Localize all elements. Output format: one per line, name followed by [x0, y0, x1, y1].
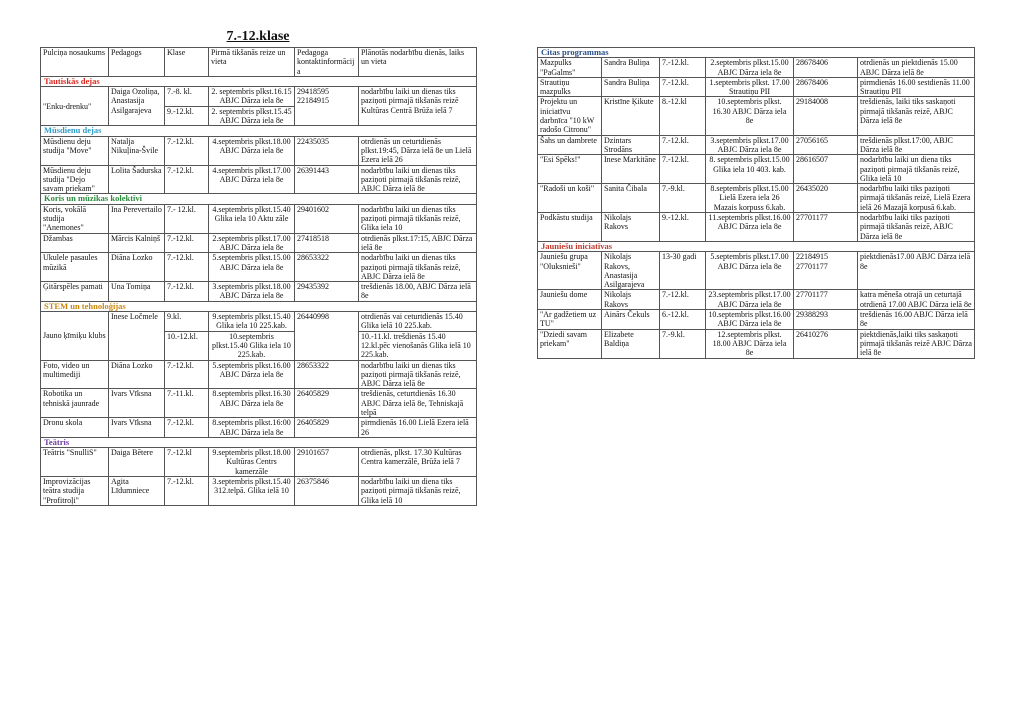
cell-club-name: Koris, vokālā studija "Anemones" [41, 204, 109, 233]
cell-first-meeting: 5.septembris plkst.17.00 ABJC Dārza iela 8e [706, 252, 794, 290]
cell-club-name: Foto, video un multimediji [41, 360, 109, 389]
column-header-club-name: Pulciņa nosaukums [41, 48, 109, 77]
section-title: Citas programmas [538, 48, 975, 58]
cell-teacher: Nikolajs Rakovs [602, 290, 660, 310]
page-title: 7.-12.klase [226, 29, 290, 44]
cell-teacher: Sandra Buliņa [602, 58, 660, 78]
cell-grade: 7.-11.kl. [165, 389, 209, 418]
cell-schedule: otrdienās un ceturtdienās plkst.19:45, Dārza ielā 8e un Lielā Ezera ielā 26 [359, 136, 477, 165]
cell-contact: 28616507 [794, 155, 858, 184]
cell-contact: 26435020 [794, 184, 858, 213]
cell-schedule: pirmdienās 16.00 Lielā Ezera ielā 26 [359, 418, 477, 438]
cell-teacher: Elizabete Baldiņa [602, 329, 660, 358]
cell-first-meeting: 5.septembris plkst.15.00 ABJC Dārza iela 8e [209, 253, 295, 282]
cell-club-name: Jauniešu dome [538, 290, 602, 310]
cell-teacher: Lolita Šadurska [109, 165, 165, 194]
cell-schedule: otrdienās, plkst. 17.30 Kultūras Centra kamerzālē, Brūža ielā 7 [359, 448, 477, 477]
cell-schedule: pirmdienās 16.00 sestdienās 11.00 Strautiņu PII [858, 77, 975, 97]
table-row [41, 312, 477, 332]
cell-teacher: Agita Līdumniece [109, 477, 165, 506]
cell-grade: 7.-12.kl. [165, 477, 209, 506]
cell-grade: 7.-12.kl. [165, 418, 209, 438]
cell-teacher: Natalja Nikuļina-Švile [109, 136, 165, 165]
table-row [538, 155, 975, 184]
cell-grade: 7.-12.kl. [660, 58, 706, 78]
table-row [538, 184, 975, 213]
cell-club-name: "Ar gadžetiem uz TU" [538, 310, 602, 330]
cell-first-meeting: 2.septembris plkst.17.00 ABJC Dārza iela 8e [209, 233, 295, 253]
table-row [538, 58, 975, 78]
cell-first-meeting: 9.septembris plkst.18.00 Kultūras Centrs kamerzāle [209, 448, 295, 477]
cell-club-name: "Enku-drenku" [41, 87, 109, 126]
cell-teacher: Ainārs Čekuls [602, 310, 660, 330]
cell-grade: 7.-12.kl. [660, 290, 706, 310]
section-title: STEM un tehnoloģijas [41, 301, 477, 311]
section-title: Teātris [41, 437, 477, 447]
cell-contact: 26410276 [794, 329, 858, 358]
cell-first-meeting: 10.septembris plkst.15.40 Glika iela 10 225.kab. [209, 331, 295, 360]
cell-first-meeting: 5.septembris plkst.16.00 ABJC Dārza iela 8e [209, 360, 295, 389]
column-header-contact: Pedagoga kontaktinformācija [295, 48, 359, 77]
section-row [41, 301, 477, 311]
cell-teacher: Una Tomiņa [109, 282, 165, 302]
table-row [538, 77, 975, 97]
cell-club-name: Ģitārspēles pamati [41, 282, 109, 302]
cell-first-meeting: 11.septembris plkst.16.00 ABJC Dārza iela 8e [706, 213, 794, 242]
cell-club-name: Projektu un iniciatīvu darbnīca "10 kW radošo Citronu" [538, 97, 602, 135]
cell-grade: 7.-12.kl [165, 448, 209, 477]
cell-grade: 10.-12.kl. [165, 331, 209, 360]
cell-first-meeting: 8.septembris plkst.15.00 Lielā Ezera iela 26 Mazais korpuss 6.kab. [706, 184, 794, 213]
cell-grade: 9.-12.kl. [660, 213, 706, 242]
cell-contact: 22435035 [295, 136, 359, 165]
column-header-teacher: Pedagogs [109, 48, 165, 77]
cell-teacher: Ina Perevertailo [109, 204, 165, 233]
cell-first-meeting: 3.septembris plkst.17.00 ABJC Dārza iela 8e [706, 135, 794, 155]
table-row [41, 87, 477, 107]
table-row [41, 360, 477, 389]
section-row [538, 48, 975, 58]
cell-grade: 7.-12.kl. [165, 165, 209, 194]
column-header-schedule: Plānotās nodarbību dienās, laiks un vieta [359, 48, 477, 77]
cell-schedule: otrdienās un piektdienās 15.00 ABJC Dārza ielā 8e [858, 58, 975, 78]
table-row [538, 290, 975, 310]
table-row [538, 135, 975, 155]
table-row [41, 448, 477, 477]
cell-first-meeting: 4.septembris plkst.18.00 ABJC Dārza iela 8e [209, 136, 295, 165]
cell-first-meeting: 1.septembris plkst. 17.00 Strautiņu PII [706, 77, 794, 97]
table-row [41, 477, 477, 506]
cell-first-meeting: 9.septembris plkst.15.40 Glika iela 10 225.kab. [209, 312, 295, 332]
cell-grade: 7.-12.kl. [165, 282, 209, 302]
cell-teacher: Sanita Čibala [602, 184, 660, 213]
cell-grade: 7.-12.kl. [165, 136, 209, 165]
cell-schedule: 10.-11.kl. trešdienās 15.40 12.kl.pēc vienošanās Glika ielā 10 225.kab. [359, 331, 477, 360]
cell-grade: 7.-9.kl. [660, 329, 706, 358]
table-row [41, 418, 477, 438]
cell-schedule: piektdienās17.00 ABJC Dārza ielā 8e [858, 252, 975, 290]
section-title: Mūsdienu dejas [41, 126, 477, 136]
cell-club-name: Džambas [41, 233, 109, 253]
column-header-grade: Klase [165, 48, 209, 77]
cell-contact: 28653322 [295, 253, 359, 282]
cell-contact: 29184008 [794, 97, 858, 135]
table-row [41, 233, 477, 253]
cell-grade: 7.- 12.kl. [165, 204, 209, 233]
cell-schedule: otrdienās vai ceturtdienās 15.40 Glika ielā 10 225.kab. [359, 312, 477, 332]
cell-club-name: "Dziedi savam priekam" [538, 329, 602, 358]
section-row [41, 437, 477, 447]
cell-schedule: nodarbību laiki un diena tiks paziņoti pirmajā tikšanās reizē, Glika ielā 10 [359, 477, 477, 506]
cell-teacher: Daiga Ozoliņa, Anastasija Asilgarajeva [109, 87, 165, 126]
table-row [41, 389, 477, 418]
cell-contact: 26405829 [295, 389, 359, 418]
cell-schedule: trešdienās 18.00, ABJC Dārza ielā 8e [359, 282, 477, 302]
cell-contact: 29388293 [794, 310, 858, 330]
cell-first-meeting: 23.septembris plkst.17.00 ABJC Dārza iela 8e [706, 290, 794, 310]
cell-teacher: Dzintars Strodāns [602, 135, 660, 155]
cell-club-name: Teātris "SnulliS" [41, 448, 109, 477]
cell-teacher: Kristīne Ķikute [602, 97, 660, 135]
cell-contact: 26405829 [295, 418, 359, 438]
cell-schedule: nodarbību laiki tiks paziņoti pirmajā tikšanās reizē, Lielā Ezera ielā 26 Mazajā korpusā 6.kab. [858, 184, 975, 213]
cell-club-name: Mazpulks "PaGalms" [538, 58, 602, 78]
cell-club-name: Šahs un dambrete [538, 135, 602, 155]
cell-contact: 27418518 [295, 233, 359, 253]
right-schedule-table [537, 47, 975, 359]
cell-contact: 22184915 27701177 [794, 252, 858, 290]
cell-schedule: piektdienās,laiki tiks saskaņoti pirmajā tikšanās reizē ABJC Dārza ielā 8e [858, 329, 975, 358]
table-row [41, 136, 477, 165]
cell-contact: 29101657 [295, 448, 359, 477]
cell-schedule: katra mēneša otrajā un ceturtajā otrdienā 17.00 ABJC Dārza ielā 8e [858, 290, 975, 310]
table-header-row [41, 48, 477, 77]
cell-teacher: Inese Ločmele [109, 312, 165, 360]
cell-club-name: "Esi Spēks!" [538, 155, 602, 184]
cell-first-meeting: 8.septembris plkst.16.30 ABJC Dārza iela 8e [209, 389, 295, 418]
cell-contact: 26375846 [295, 477, 359, 506]
table-row [538, 252, 975, 290]
section-title: Jauniešu iniciatīvas [538, 241, 975, 251]
cell-schedule: nodarbību laiki tiks paziņoti pirmajā tikšanās reizē, ABJC Dārza ielā 8e [858, 213, 975, 242]
cell-grade: 7.-12.kl. [660, 135, 706, 155]
cell-grade: 7.-9.kl. [660, 184, 706, 213]
cell-teacher: Diāna Lozko [109, 253, 165, 282]
table-row [41, 204, 477, 233]
cell-contact: 26391443 [295, 165, 359, 194]
cell-first-meeting: 10.septembris plkst.16.00 ABJC Dārza iela 8e [706, 310, 794, 330]
cell-first-meeting: 12.septembris plkst. 18.00 ABJC Dārza iela 8e [706, 329, 794, 358]
column-header-first-meeting: Pirmā tikšanās reize un vieta [209, 48, 295, 77]
cell-contact: 29418595 22184915 [295, 87, 359, 126]
section-row [41, 76, 477, 86]
cell-club-name: Mūsdienu deju studija "Move" [41, 136, 109, 165]
right-page [537, 0, 974, 359]
left-page [40, 0, 476, 506]
cell-schedule: nodarbību laiki un dienas tiks paziņoti pirmajā tikšanās reizē, Glika iela 10 [359, 204, 477, 233]
cell-club-name: Strautiņu mazpulks [538, 77, 602, 97]
cell-teacher: Ivars Vīksna [109, 418, 165, 438]
cell-club-name: Robotika un tehniskā jaunrade [41, 389, 109, 418]
cell-club-name: "Radoši un koši" [538, 184, 602, 213]
cell-first-meeting: 3.septembris plkst.18.00 ABJC Dārza iela 8e [209, 282, 295, 302]
left-schedule-table [40, 47, 477, 506]
table-row [538, 97, 975, 135]
cell-grade: 9.-12.kl. [165, 106, 209, 126]
cell-schedule: nodarbību laiki un dienas tiks paziņoti pirmajā tikšanās reizē Kultūras Centrā Brūža ielā 7 [359, 87, 477, 126]
cell-first-meeting: 10.septembris plkst. 16.30 ABJC Dārza iela 8e [706, 97, 794, 135]
cell-schedule: nodarbību laiki un diena tiks paziņoti pirmajā tikšanās reizē, Glika ielā 10 [858, 155, 975, 184]
cell-first-meeting: 2. septembris plkst.15.45 ABJC Dārza iela 8e [209, 106, 295, 126]
cell-club-name: Dronu skola [41, 418, 109, 438]
cell-club-name: Jauno ķīmiķu klubs [41, 312, 109, 360]
cell-schedule: nodarbību laiki un dienas tiks paziņoti pirmajā tikšanās reizē, ABJC Dārza ielā 8e [359, 253, 477, 282]
table-row [41, 282, 477, 302]
cell-teacher: Nikolajs Rakovs, Anastasija Asilgarajeva [602, 252, 660, 290]
cell-contact: 27056165 [794, 135, 858, 155]
cell-teacher: Mārcis Kalniņš [109, 233, 165, 253]
cell-club-name: Mūsdienu deju studija "Dejo savam priekam" [41, 165, 109, 194]
cell-grade: 7.-12.kl. [660, 77, 706, 97]
cell-schedule: trešdienās plkst.17:00, ABJC Dārza ielā 8e [858, 135, 975, 155]
cell-schedule: otrdienās plkst.17:15, ABJC Dārza ielā 8e [359, 233, 477, 253]
cell-grade: 6.-12.kl. [660, 310, 706, 330]
cell-contact: 29401602 [295, 204, 359, 233]
cell-first-meeting: 2.septembris plkst.15.00 ABJC Dārza iela 8e [706, 58, 794, 78]
cell-teacher: Sandra Buliņa [602, 77, 660, 97]
section-row [538, 241, 975, 251]
section-title: Tautiskās dejas [41, 76, 477, 86]
table-row [538, 213, 975, 242]
cell-schedule: trešdienās 16.00 ABJC Dārza ielā 8e [858, 310, 975, 330]
cell-first-meeting: 8.septembris plkst.16:00 ABJC Dārza iela 8e [209, 418, 295, 438]
cell-schedule: nodarbību laiki un dienas tiks paziņoti pirmajā tikšanās reizē, ABJC Dārza ielā 8e [359, 360, 477, 389]
cell-first-meeting: 4.septembris plkst.15.40 Glika iela 10 Aktu zāle [209, 204, 295, 233]
cell-grade: 7.-8. kl. [165, 87, 209, 107]
table-row [538, 329, 975, 358]
cell-teacher: Nikolajs Rakovs [602, 213, 660, 242]
cell-contact: 28678406 [794, 58, 858, 78]
table-row [41, 165, 477, 194]
cell-grade: 7.-12.kl. [165, 233, 209, 253]
cell-schedule: nodarbību laiki un dienas tiks paziņoti pirmajā tikšanās reizē, ABJC Dārza ielā 8e [359, 165, 477, 194]
cell-club-name: Ukulele pasaules mūzikā [41, 253, 109, 282]
cell-grade: 8.-12.kl [660, 97, 706, 135]
cell-grade: 9.kl. [165, 312, 209, 332]
cell-teacher: Daiga Bētere [109, 448, 165, 477]
cell-contact: 27701177 [794, 290, 858, 310]
cell-first-meeting: 3.septembris plkst.15.40 312.telpā. Glika ielā 10 [209, 477, 295, 506]
cell-first-meeting: 2. septembris plkst.16.15 ABJC Dārza iela 8e [209, 87, 295, 107]
cell-contact: 28653322 [295, 360, 359, 389]
cell-teacher: Inese Markitāne [602, 155, 660, 184]
cell-first-meeting: 8. septembris plkst.15.00 Glika iela 10 403. kab. [706, 155, 794, 184]
cell-schedule: trešdienās, ceturtdienās 16.30 ABJC Dārza ielā 8e, Tehniskajā telpā [359, 389, 477, 418]
table-row [41, 253, 477, 282]
cell-club-name: Jauniešu grupa "Oluksnieši" [538, 252, 602, 290]
section-title: Koris un mūzikas kolektīvi [41, 194, 477, 204]
cell-teacher: Diāna Lozko [109, 360, 165, 389]
cell-grade: 7.-12.kl. [165, 360, 209, 389]
table-row [538, 310, 975, 330]
cell-grade: 7.-12.kl. [660, 155, 706, 184]
cell-club-name: Improvizācijas teātra studija "Profitroļi" [41, 477, 109, 506]
cell-grade: 13-30 gadi [660, 252, 706, 290]
cell-schedule: trešdienās, laiki tiks saskaņoti pirmajā tikšanās reizē, ABJC Dārza ielā 8e [858, 97, 975, 135]
cell-first-meeting: 4.septembris plkst.17.00 ABJC Dārza iela 8e [209, 165, 295, 194]
section-row [41, 126, 477, 136]
cell-contact: 27701177 [794, 213, 858, 242]
cell-grade: 7.-12.kl. [165, 253, 209, 282]
section-row [41, 194, 477, 204]
cell-contact: 28678406 [794, 77, 858, 97]
cell-club-name: Podkāstu studija [538, 213, 602, 242]
cell-contact: 26440998 [295, 312, 359, 360]
cell-contact: 29435392 [295, 282, 359, 302]
cell-teacher: Ivars Vīksna [109, 389, 165, 418]
